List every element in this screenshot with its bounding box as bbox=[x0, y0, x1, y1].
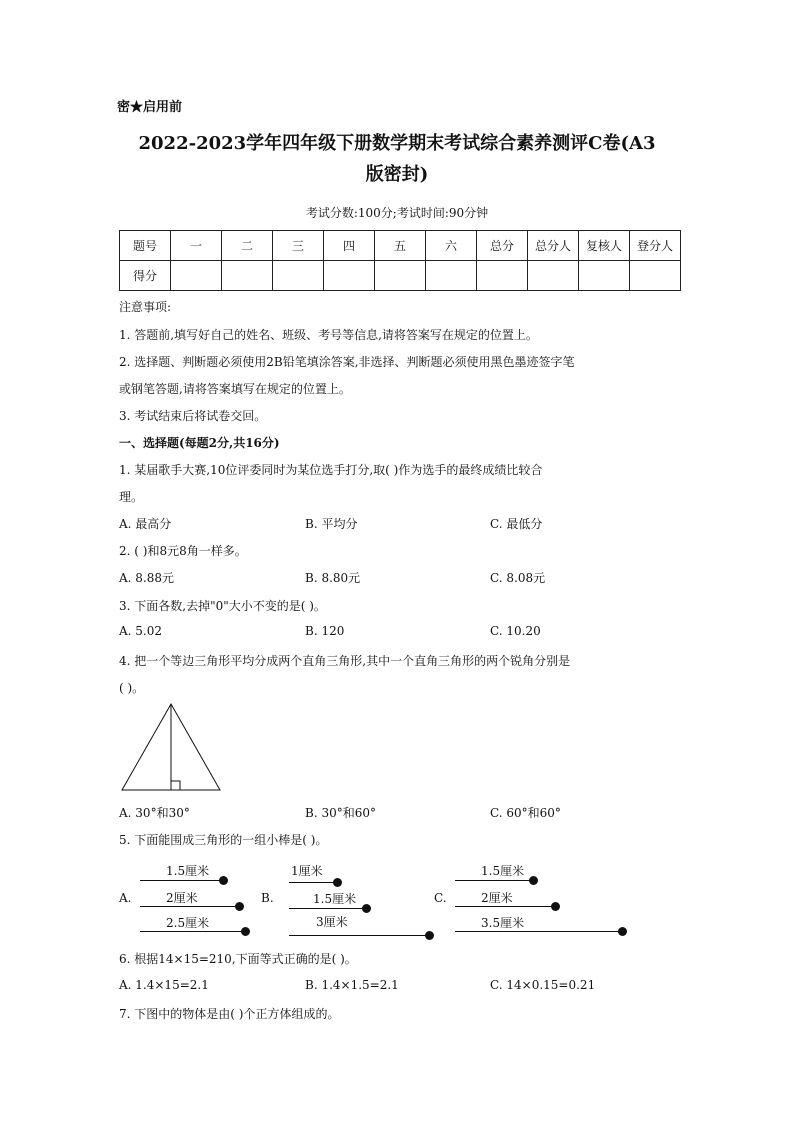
stick-endpoint bbox=[618, 927, 627, 936]
score-cell: 总分 bbox=[477, 231, 528, 261]
score-blank[interactable] bbox=[579, 261, 630, 291]
triangle-figure bbox=[118, 700, 224, 796]
score-cell: 总分人 bbox=[528, 231, 579, 261]
score-cell: 五 bbox=[375, 231, 426, 261]
stick-endpoint bbox=[235, 902, 244, 911]
stick-label: 3.5厘米 bbox=[481, 916, 525, 930]
score-cell: 题号 bbox=[120, 231, 171, 261]
score-blank[interactable] bbox=[171, 261, 222, 291]
q5-stem: 5. 下面能围成三角形的一组小棒是( )。 bbox=[119, 833, 328, 847]
q3-option-a[interactable]: A. 5.02 bbox=[119, 624, 163, 638]
score-table-header-row bbox=[120, 231, 681, 261]
score-cell: 三 bbox=[273, 231, 324, 261]
stick-label: 1.5厘米 bbox=[481, 864, 525, 878]
score-row-label: 得分 bbox=[120, 261, 171, 291]
stick-line bbox=[140, 880, 224, 881]
score-blank[interactable] bbox=[375, 261, 426, 291]
q4-stem-cont: ( )。 bbox=[119, 681, 145, 695]
q2-option-a[interactable]: A. 8.88元 bbox=[119, 571, 175, 585]
exam-title: 2022-2023学年四年级下册数学期末考试综合素养测评C卷(A3 bbox=[138, 133, 656, 154]
q1-stem-cont: 理。 bbox=[119, 490, 144, 504]
stick-endpoint bbox=[241, 927, 250, 936]
stick-line bbox=[289, 935, 429, 936]
stick-label: 3厘米 bbox=[316, 915, 348, 929]
q4-option-a[interactable]: A. 30°和30° bbox=[119, 806, 190, 820]
score-blank[interactable] bbox=[273, 261, 324, 291]
q6-option-b[interactable]: B. 1.4×1.5=2.1 bbox=[305, 978, 399, 992]
q2-option-b[interactable]: B. 8.80元 bbox=[305, 571, 361, 585]
score-blank[interactable] bbox=[528, 261, 579, 291]
q1-option-a[interactable]: A. 最高分 bbox=[119, 517, 172, 531]
score-blank[interactable] bbox=[630, 261, 681, 291]
stick-line bbox=[289, 882, 337, 883]
score-table bbox=[119, 230, 681, 291]
q6-option-a[interactable]: A. 1.4×15=2.1 bbox=[119, 978, 209, 992]
stick-line bbox=[455, 931, 623, 932]
stick-line bbox=[455, 880, 533, 881]
note-item-2-cont: 或钢笔答题,请将答案填写在规定的位置上。 bbox=[119, 382, 351, 396]
exam-title-line2: 版密封) bbox=[365, 164, 429, 185]
stick-label: 1厘米 bbox=[291, 864, 323, 878]
q1-stem: 1. 某届歌手大赛,10位评委同时为某位选手打分,取( )作为选手的最终成绩比较合 bbox=[119, 463, 543, 477]
right-angle-mark bbox=[171, 781, 180, 790]
q1-option-b[interactable]: B. 平均分 bbox=[305, 517, 358, 531]
stick-line bbox=[140, 931, 246, 932]
score-cell: 二 bbox=[222, 231, 273, 261]
notes-heading: 注意事项: bbox=[119, 300, 172, 314]
score-cell: 一 bbox=[171, 231, 222, 261]
exam-info: 考试分数:100分;考试时间:90分钟 bbox=[305, 206, 489, 220]
q3-stem: 3. 下面各数,去掉"0"大小不变的是( )。 bbox=[119, 599, 326, 613]
score-blank[interactable] bbox=[477, 261, 528, 291]
stick-endpoint bbox=[425, 931, 434, 940]
q5-option-b[interactable]: B. bbox=[261, 891, 274, 905]
score-cell: 登分人 bbox=[630, 231, 681, 261]
q5-option-a[interactable]: A. bbox=[119, 891, 132, 905]
q1-option-c[interactable]: C. 最低分 bbox=[490, 517, 543, 531]
stick-label: 2.5厘米 bbox=[166, 916, 210, 930]
stick-line bbox=[289, 908, 366, 909]
stick-label: 1.5厘米 bbox=[313, 892, 357, 906]
q4-stem: 4. 把一个等边三角形平均分成两个直角三角形,其中一个直角三角形的两个锐角分别是 bbox=[119, 654, 571, 668]
stick-line bbox=[455, 906, 555, 907]
stick-label: 2厘米 bbox=[481, 891, 513, 905]
q2-stem: 2. ( )和8元8角一样多。 bbox=[119, 544, 247, 558]
score-blank[interactable] bbox=[222, 261, 273, 291]
q3-option-b[interactable]: B. 120 bbox=[305, 624, 345, 638]
score-cell: 六 bbox=[426, 231, 477, 261]
note-item-3: 3. 考试结束后将试卷交回。 bbox=[119, 409, 267, 423]
stick-line bbox=[140, 906, 240, 907]
stick-endpoint bbox=[333, 878, 342, 887]
secret-label: 密★启用前 bbox=[117, 100, 183, 115]
stick-endpoint bbox=[219, 876, 228, 885]
q7-stem: 7. 下图中的物体是由( )个正方体组成的。 bbox=[119, 1007, 340, 1021]
q3-option-c[interactable]: C. 10.20 bbox=[490, 624, 541, 638]
q6-stem: 6. 根据14×15=210,下面等式正确的是( )。 bbox=[119, 952, 357, 966]
score-blank[interactable] bbox=[426, 261, 477, 291]
q4-option-c[interactable]: C. 60°和60° bbox=[490, 806, 561, 820]
note-item-2: 2. 选择题、判断题必须使用2B铅笔填涂答案,非选择、判断题必须使用黑色墨迹签字笔 bbox=[119, 355, 575, 369]
q4-option-b[interactable]: B. 30°和60° bbox=[305, 806, 376, 820]
note-item-1: 1. 答题前,填写好自己的姓名、班级、考号等信息,请将答案写在规定的位置上。 bbox=[119, 328, 538, 342]
stick-label: 1.5厘米 bbox=[166, 864, 210, 878]
q5-option-c[interactable]: C. bbox=[434, 891, 447, 905]
q6-option-c[interactable]: C. 14×0.15=0.21 bbox=[490, 978, 596, 992]
section1-heading: 一、选择题(每题2分,共16分) bbox=[119, 436, 280, 450]
score-cell: 四 bbox=[324, 231, 375, 261]
stick-endpoint bbox=[362, 904, 371, 913]
score-table-score-row bbox=[120, 261, 681, 291]
stick-endpoint bbox=[529, 876, 538, 885]
stick-label: 2厘米 bbox=[166, 891, 198, 905]
stick-endpoint bbox=[551, 902, 560, 911]
q2-option-c[interactable]: C. 8.08元 bbox=[490, 571, 546, 585]
score-blank[interactable] bbox=[324, 261, 375, 291]
score-cell: 复核人 bbox=[579, 231, 630, 261]
